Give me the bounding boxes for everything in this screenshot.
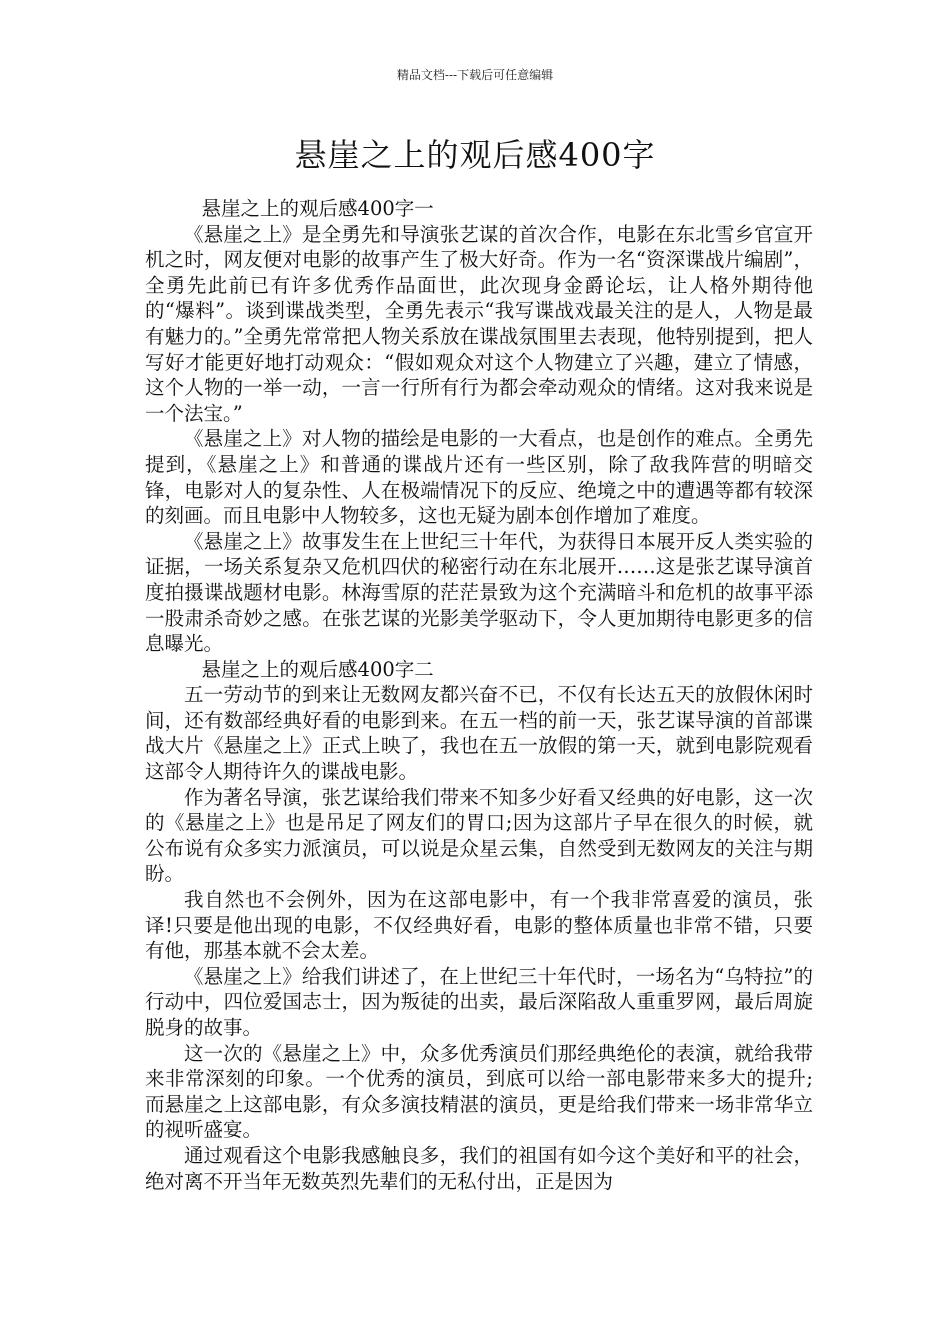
- paragraph: 《悬崖之上》故事发生在上世纪三十年代，为获得日本展开反人类实验的证据，一场关系复杂又危机四伏的秘密行动在东北展开……这是张艺谋导演首度拍摄谍战题材电影。林海雪原的茫茫景致为这个充满暗斗和危机的故事平添一股肃杀奇妙之感。在张艺谋的光影美学驱动下，令人更加期待电影更多的信息曝光。: [145, 529, 813, 656]
- paragraph: 《悬崖之上》是全勇先和导演张艺谋的首次合作，电影在东北雪乡官宣开机之时，网友便对电影的故事产生了极大好奇。作为一名“资深谍战片编剧”，全勇先此前已有许多优秀作品面世，此次现身金爵论坛，让人格外期待他的“爆料”。谈到谍战类型，全勇先表示“我写谍战戏最关注的是人，人物是最有魅力的。”全勇先常常把人物关系放在谍战氛围里去表现，他特别提到，把人写好才能更好地打动观众：“假如观众对这个人物建立了兴趣，建立了情感，这个人物的一举一动，一言一行所有行为都会牵动观众的情绪。这对我来说是一个法宝。”: [145, 222, 813, 425]
- paragraph: 这一次的《悬崖之上》中，众多优秀演员们那经典绝伦的表演，就给我带来非常深刻的印象。一个优秀的演员，到底可以给一部电影带来多大的提升;而悬崖之上这部电影，有众多演技精湛的演员，更是给我们带来一场非常华立的视听盛宴。: [145, 1041, 813, 1142]
- paragraph: 作为著名导演，张艺谋给我们带来不知多少好看又经典的好电影，这一次的《悬崖之上》也是吊足了网友们的胃口;因为这部片子早在很久的时候，就公布说有众多实力派演员，可以说是众星云集，自然受到无数网友的关注与期盼。: [145, 785, 813, 886]
- paragraph: 《悬崖之上》给我们讲述了，在上世纪三十年代时，一场名为“乌特拉”的行动中，四位爱国志士，因为叛徒的出卖，最后深陷敌人重重罗网，最后周旋脱身的故事。: [145, 964, 813, 1039]
- document-title: 悬崖之上的观后感400字: [294, 136, 656, 174]
- paragraph: 五一劳动节的到来让无数网友都兴奋不已，不仅有长达五天的放假休闲时间，还有数部经典好看的电影到来。在五一档的前一天，张艺谋导演的首部谍战大片《悬崖之上》正式上映了，我也在五一放假的第一天，就到电影院观看这部令人期待许久的谍战电影。: [145, 683, 813, 784]
- paragraph: 通过观看这个电影我感触良多，我们的祖国有如今这个美好和平的社会，绝对离不开当年无数英烈先辈们的无私付出，正是因为: [145, 1143, 813, 1193]
- section-heading: 悬崖之上的观后感400字二: [201, 657, 434, 681]
- paragraph: 我自然也不会例外，因为在这部电影中，有一个我非常喜爱的演员，张译!只要是他出现的电影，不仅经典好看，电影的整体质量也非常不错，只要有他，那基本就不会太差。: [145, 888, 813, 963]
- document-body: [145, 196, 813, 1194]
- section-heading: 悬崖之上的观后感400字一: [201, 197, 434, 220]
- page-header-note: 精品文档---下载后可任意编辑: [396, 68, 554, 82]
- paragraph: 《悬崖之上》对人物的描绘是电影的一大看点，也是创作的难点。全勇先提到，《悬崖之上》和普通的谍战片还有一些区别，除了敌我阵营的明暗交锋，电影对人的复杂性、人在极端情况下的反应、绝境之中的遭遇等都有较深的刻画。而且电影中人物较多，这也无疑为剧本创作增加了难度。: [145, 427, 813, 528]
